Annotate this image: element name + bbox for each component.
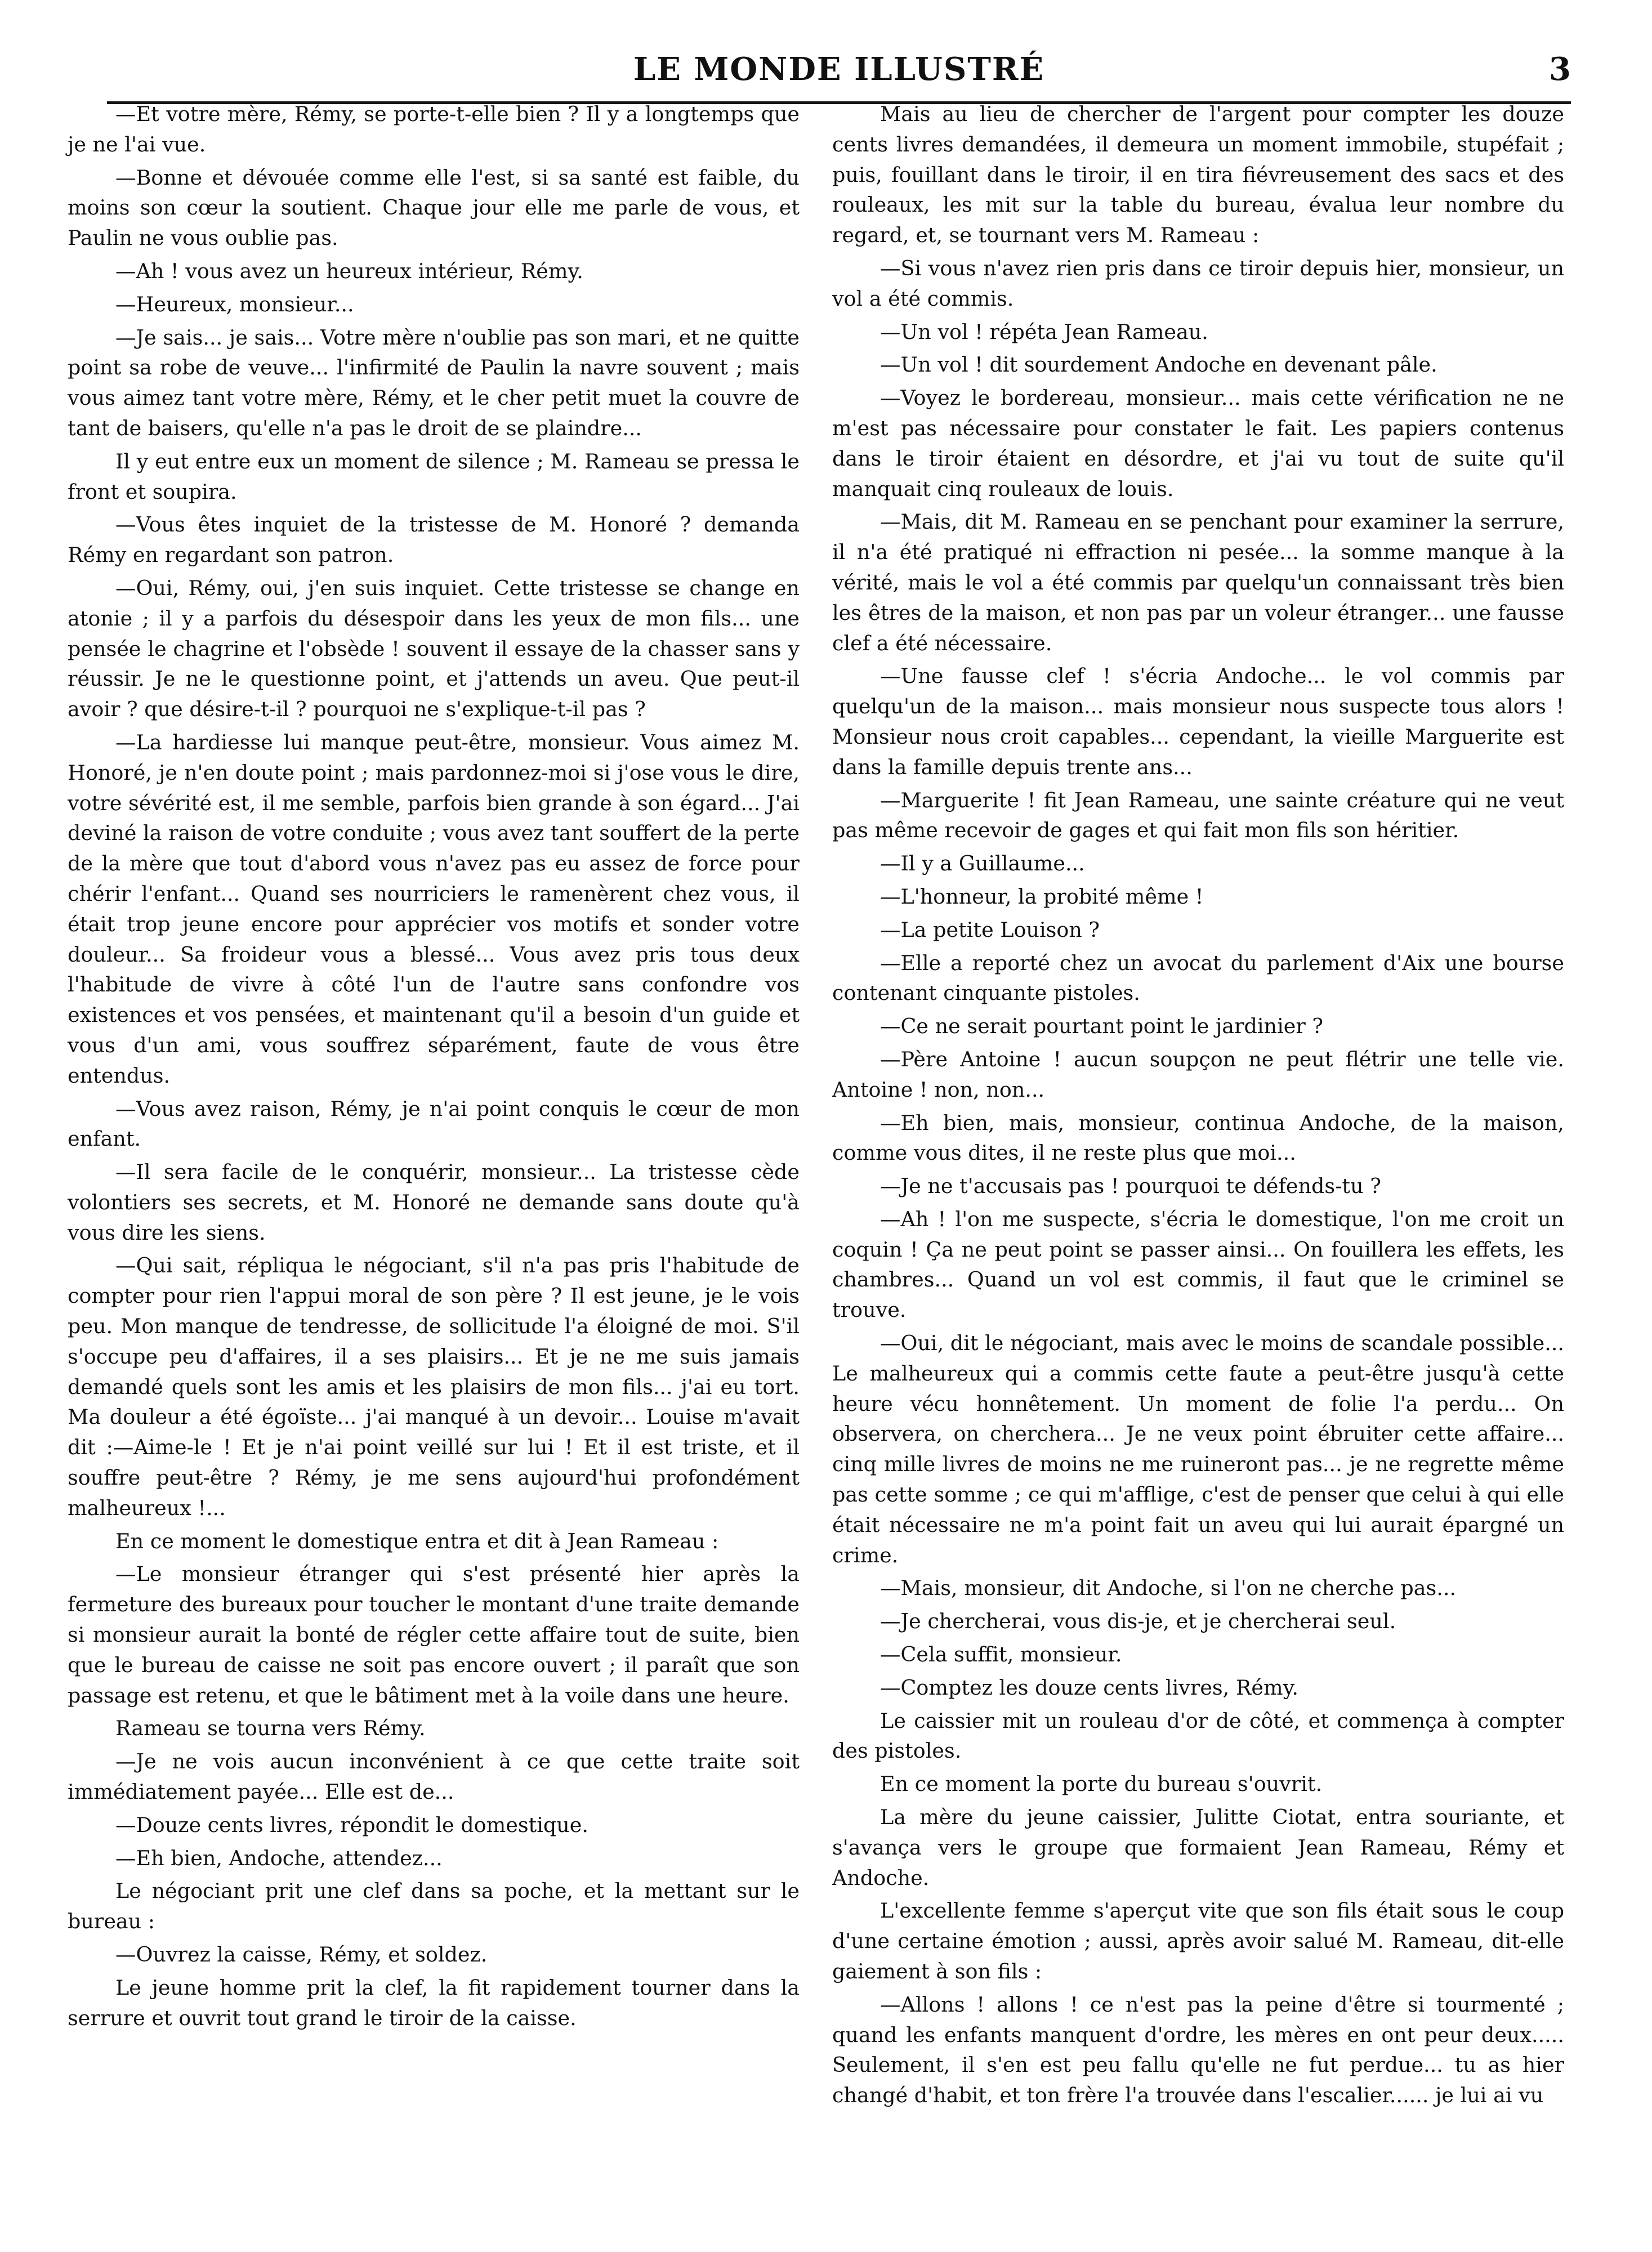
- paragraph: —Elle a reporté chez un avocat du parlement d'Aix une bourse contenant cinquante pistoles.: [832, 950, 1564, 1006]
- paragraph: —Vous avez raison, Rémy, je n'ai point conquis le cœur de mon enfant.: [68, 1096, 800, 1151]
- paragraph: —Et votre mère, Rémy, se porte-t-elle bien ? Il y a longtemps que je ne l'ai vue.: [68, 102, 800, 157]
- paragraph: —La petite Louison ?: [880, 917, 1100, 942]
- paragraph: Rameau se tourna vers Rémy.: [115, 1716, 426, 1741]
- masthead-title: LE MONDE ILLUSTRÉ: [633, 51, 1045, 88]
- paragraph: —Je ne vois aucun inconvénient à ce que cette traite soit immédiatement payée... Elle est de...: [68, 1749, 800, 1804]
- paragraph: —Ah ! vous avez un heureux intérieur, Rémy.: [115, 258, 583, 283]
- left-text-column: [68, 99, 800, 2036]
- paragraph: Mais au lieu de chercher de l'argent pour compter les douze cents livres demandées, il demeura un moment immobile, stupéfait ; puis, fouillant dans le tiroir, il en tira fiévreusement des sacs et des rouleaux, les mit sur la table du bureau, évalua leur nombre du regard, et, se tournant vers M. Rameau :: [832, 102, 1564, 248]
- paragraph: —Un vol ! répéta Jean Rameau.: [880, 319, 1208, 344]
- paragraph: —L'honneur, la probité même !: [880, 884, 1204, 909]
- paragraph: —Allons ! allons ! ce n'est pas la peine d'être si tourmenté ; quand les enfants manquent d'ordre, les mères en ont peur deux..... Seulement, il s'en est peu fallu qu'elle ne fut perdue... tu as hier changé d'habit, et ton frère l'a trouvée dans l'escalier...... je lui ai vu: [832, 1992, 1564, 2108]
- paragraph: —Le monsieur étranger qui s'est présenté hier après la fermeture des bureaux pour toucher le montant d'une traite demande si monsieur aurait la bonté de régler cette affaire tout de suite, bien que le bureau de caisse ne soit pas encore ouvert ; il paraît que son passage est retenu, et que le bâtiment met à la voile dans une heure.: [68, 1562, 800, 1708]
- paragraph: —Douze cents livres, répondit le domestique.: [115, 1812, 588, 1837]
- paragraph: En ce moment le domestique entra et dit à Jean Rameau :: [115, 1529, 719, 1553]
- paragraph: —Marguerite ! fit Jean Rameau, une sainte créature qui ne veut pas même recevoir de gages et qui fait mon fils son héritier.: [832, 788, 1564, 843]
- paragraph: —Il sera facile de le conquérir, monsieur... La tristesse cède volontiers ses secrets, et M. Honoré ne demande sans doute qu'à vous dire les siens.: [68, 1160, 800, 1245]
- paragraph: —Je sais... je sais... Votre mère n'oublie pas son mari, et ne quitte point sa robe de veuve... l'infirmité de Paulin la navre souvent ; mais vous aimez tant votre mère, Rémy, et le cher petit muet la couvre de tant de baisers, qu'elle n'a pas le droit de se plaindre...: [68, 325, 800, 440]
- paragraph: —Ouvrez la caisse, Rémy, et soldez.: [115, 1942, 488, 1967]
- paragraph: —Il y a Guillaume...: [880, 851, 1085, 876]
- paragraph: —Vous êtes inquiet de la tristesse de M. Honoré ? demanda Rémy en regardant son patron.: [68, 512, 800, 568]
- paragraph: —Oui, Rémy, oui, j'en suis inquiet. Cette tristesse se change en atonie ; il y a parfois du désespoir dans les yeux de mon fils... une pensée le chagrine et l'obsède ! souvent il essaye de la chasser sans y réussir. Je ne le questionne point, et j'attends un aveu. Que peut-il avoir ? que désire-t-il ? pourquoi ne s'explique-t-il pas ?: [68, 575, 800, 722]
- paragraph: Le caissier mit un rouleau d'or de côté, et commença à compter des pistoles.: [832, 1708, 1564, 1763]
- paragraph: —Je ne t'accusais pas ! pourquoi te défends-tu ?: [880, 1174, 1381, 1199]
- paragraph: —Mais, monsieur, dit Andoche, si l'on ne cherche pas...: [880, 1576, 1457, 1601]
- paragraph: —Si vous n'avez rien pris dans ce tiroir depuis hier, monsieur, un vol a été commis.: [832, 256, 1564, 311]
- paragraph: —Eh bien, mais, monsieur, continua Andoche, de la maison, comme vous dites, il ne reste plus que moi...: [832, 1110, 1564, 1165]
- paragraph: —Bonne et dévouée comme elle l'est, si sa santé est faible, du moins son cœur la soutient. Chaque jour elle me parle de vous, et Paulin ne vous oublie pas.: [68, 165, 800, 251]
- paragraph: La mère du jeune caissier, Julitte Ciotat, entra souriante, et s'avança vers le groupe que formaient Jean Rameau, Rémy et Andoche.: [832, 1805, 1564, 1890]
- paragraph: —Eh bien, Andoche, attendez...: [115, 1846, 443, 1870]
- paragraph: —Père Antoine ! aucun soupçon ne peut flétrir une telle vie. Antoine ! non, non...: [832, 1047, 1564, 1102]
- right-text-column: [832, 99, 1564, 2114]
- paragraph: —Cela suffit, monsieur.: [880, 1642, 1122, 1667]
- paragraph: —Oui, dit le négociant, mais avec le moins de scandale possible... Le malheureux qui a commis cette faute a peut-être jusqu'à cette heure vécu honnêtement. Un moment de folie l'a perdu... On observera, on cherchera... Je ne veux point ébruiter cette affaire... cinq mille livres de moins ne me ruineront pas... je ne regrette même pas cette somme ; ce qui m'afflige, c'est de penser que celui à qui elle était nécessaire ne m'a point fait un aveu qui lui aurait épargné un crime.: [832, 1331, 1565, 1567]
- paragraph: —Qui sait, répliqua le négociant, s'il n'a pas pris l'habitude de compter pour rien l'appui moral de son père ? Il est jeune, je le vois peu. Mon manque de tendresse, de sollicitude l'a éloigné de moi. S'il s'occupe peu d'affaires, il a ses plaisirs... Et je ne me suis jamais demandé quels sont les amis et les plaisirs de mon fils... j'ai eu tort. Ma douleur a été égoïste... j'ai manqué à un devoir... Louise m'avait dit :—Aime-le ! Et je n'ai point veillé sur lui ! Et il est triste, et il souffre peut-être ? Rémy, je me sens aujourd'hui profondément malheureux !...: [68, 1253, 800, 1520]
- paragraph: —La hardiesse lui manque peut-être, monsieur. Vous aimez M. Honoré, je n'en doute point ; mais pardonnez-moi si j'ose vous le dire, votre sévérité est, il me semble, parfois bien grande à son égard... J'ai deviné la raison de votre conduite ; vous avez tant souffert de la perte de la mère que tout d'abord vous n'avez pas eu assez de force pour chérir l'enfant... Quand ses nourriciers le ramenèrent chez vous, il était trop jeune encore pour apprécier vos motifs et sonder votre douleur... Sa froideur vous a blessé... Vous avez pris tous deux l'habitude de vivre à côté l'un de l'autre sans confondre vos existences et vos pensées, et maintenant qu'il a besoin d'un guide et vous d'un ami, vous souffrez séparément, faute de vous être entendus.: [68, 730, 800, 1088]
- paragraph: L'excellente femme s'aperçut vite que son fils était sous le coup d'une certaine émotion ; aussi, après avoir salué M. Rameau, dit-elle gaiement à son fils :: [832, 1898, 1564, 1984]
- paragraph: —Mais, dit M. Rameau en se penchant pour examiner la serrure, il n'a été pratiqué ni effraction ni pesée... la somme manque à la vérité, mais le vol a été commis par quelqu'un connaissant très bien les êtres de la maison, et non pas par un voleur étranger... une fausse clef a été nécessaire.: [832, 510, 1564, 655]
- paragraph: —Comptez les douze cents livres, Rémy.: [880, 1675, 1298, 1700]
- paragraph: —Ah ! l'on me suspecte, s'écria le domestique, l'on me croit un coquin ! Ça ne peut point se passer ainsi... On fouillera les effets, les chambres... Quand un vol est commis, il faut que le criminel se trouve.: [832, 1207, 1564, 1322]
- paragraph: —Je chercherai, vous dis-je, et je chercherai seul.: [880, 1609, 1396, 1634]
- paragraph: Il y eut entre eux un moment de silence ; M. Rameau se pressa le front et soupira.: [68, 449, 800, 504]
- paragraph: En ce moment la porte du bureau s'ouvrit.: [880, 1772, 1323, 1797]
- page-header: [107, 39, 1571, 104]
- paragraph: —Ce ne serait pourtant point le jardinier ?: [880, 1014, 1323, 1039]
- paragraph: —Un vol ! dit sourdement Andoche en devenant pâle.: [880, 352, 1437, 377]
- paragraph: Le négociant prit une clef dans sa poche, et la mettant sur le bureau :: [68, 1879, 800, 1934]
- paragraph: —Heureux, monsieur...: [115, 292, 354, 316]
- page-number: 3: [1549, 51, 1571, 88]
- paragraph: —Voyez le bordereau, monsieur... mais cette vérification ne ne m'est pas nécessaire pour constater le fait. Les papiers contenus dans le tiroir étaient en désordre, et j'ai vu tout de suite qu'il manquait cinq rouleaux de louis.: [832, 386, 1564, 501]
- paragraph: —Une fausse clef ! s'écria Andoche... le vol commis par quelqu'un de la maison... mais monsieur nous suspecte tous alors ! Monsieur nous croit capables... cependant, la vieille Marguerite est dans la famille depuis trente ans...: [832, 664, 1564, 779]
- paragraph: Le jeune homme prit la clef, la fit rapidement tourner dans la serrure et ouvrit tout grand le tiroir de la caisse.: [68, 1975, 800, 2030]
